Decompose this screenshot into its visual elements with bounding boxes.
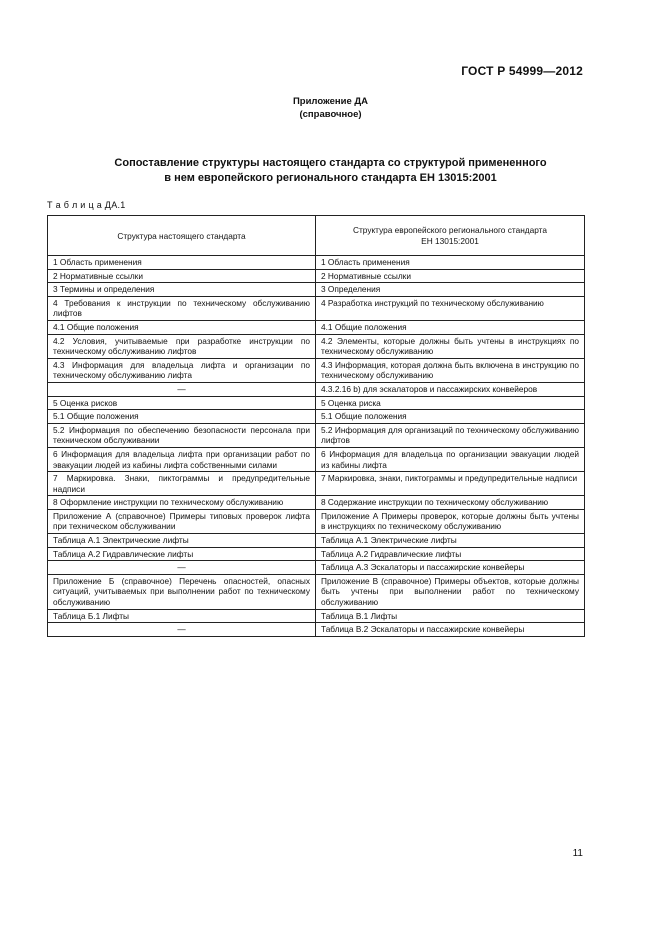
column-header-european-line-1: Структура европейского регионального стандарта [353,225,547,236]
table-row [48,509,585,533]
table-row [48,547,585,561]
standard-id: ГОСТ Р 54999—2012 [461,64,583,78]
table-row [48,358,585,382]
table-row [48,447,585,471]
cell-national-structure: 7 Маркировка. Знаки, пиктограммы и предупредительные надписи [48,472,316,496]
cell-european-structure: 4.2 Элементы, которые должны быть учтены в инструкциях по техническому обслуживанию [316,334,585,358]
cell-european-structure: 3 Определения [316,283,585,297]
cell-european-structure: Приложение А Примеры проверок, которые должны быть учтены в инструкциях по техническому обслуживанию [316,509,585,533]
cell-european-structure: 7 Маркировка, знаки, пиктограммы и предупредительные надписи [316,472,585,496]
annex-title: Приложение ДА [292,96,369,107]
cell-national-structure: — [48,561,316,575]
cell-european-structure: 2 Нормативные ссылки [316,269,585,283]
cell-national-structure: Таблица А.1 Электрические лифты [48,534,316,548]
cell-national-structure: Приложение Б (справочное) Перечень опасностей, опасных ситуаций, учитываемых при выполнении работ по техническому обслуживанию [48,574,316,609]
cell-national-structure: 4.3 Информация для владельца лифта и организации по техническому обслуживанию лифта [48,358,316,382]
cell-national-structure: Приложение А (справочное) Примеры типовых проверок лифта при техническом обслуживании [48,509,316,533]
comparison-table [47,215,585,637]
cell-national-structure: 8 Оформление инструкции по техническому обслуживанию [48,496,316,510]
table-row [48,256,585,270]
cell-european-structure: 5.1 Общие положения [316,410,585,424]
cell-european-structure: Таблица В.1 Лифты [316,609,585,623]
table-header-row [48,216,585,256]
cell-european-structure: Таблица А.1 Электрические лифты [316,534,585,548]
cell-national-structure: 4.1 Общие положения [48,320,316,334]
cell-european-structure: Таблица В.2 Эскалаторы и пассажирские конвейеры [316,623,585,637]
table-row [48,609,585,623]
table-row [48,561,585,575]
cell-national-structure: 1 Область применения [48,256,316,270]
table-row [48,410,585,424]
cell-national-structure: Таблица Б.1 Лифты [48,609,316,623]
column-header-national: Структура настоящего стандарта [48,216,316,256]
cell-national-structure: — [48,382,316,396]
cell-national-structure: 3 Термины и определения [48,283,316,297]
table-row [48,574,585,609]
cell-european-structure: Таблица А.3 Эскалаторы и пассажирские конвейеры [316,561,585,575]
cell-european-structure: Таблица А.2 Гидравлические лифты [316,547,585,561]
table-row [48,296,585,320]
cell-national-structure: 6 Информация для владельца лифта при организации работ по эвакуации людей из кабины лифта собственными силами [48,447,316,471]
column-header-european-line-2: ЕН 13015:2001 [421,236,479,246]
table-row [48,334,585,358]
cell-national-structure: Таблица А.2 Гидравлические лифты [48,547,316,561]
cell-european-structure: 4.3 Информация, которая должна быть включена в инструкцию по техническому обслуживанию [316,358,585,382]
cell-european-structure: 8 Содержание инструкции по техническому обслуживанию [316,496,585,510]
table-row [48,623,585,637]
title-line-1: Сопоставление структуры настоящего стандарта со структурой примененного [114,157,547,169]
cell-national-structure: 5 Оценка рисков [48,396,316,410]
cell-european-structure: 5 Оценка риска [316,396,585,410]
cell-european-structure: 4.3.2.16 b) для эскалаторов и пассажирских конвейеров [316,382,585,396]
annex-subtitle: (справочное) [299,109,362,120]
table-row [48,396,585,410]
table-row [48,283,585,297]
table-row [48,382,585,396]
table-label: Т а б л и ц а ДА.1 [47,200,126,210]
table-row [48,320,585,334]
cell-european-structure: 4.1 Общие положения [316,320,585,334]
table-row [48,496,585,510]
cell-national-structure: 4 Требования к инструкции по техническому обслуживанию лифтов [48,296,316,320]
table-row [48,269,585,283]
cell-european-structure: 6 Информация для владельца по организации эвакуации людей из кабины лифта [316,447,585,471]
cell-national-structure: 5.2 Информация по обеспечению безопасности персонала при техническом обслуживании [48,423,316,447]
document-title [60,156,601,186]
cell-european-structure: Приложение В (справочное) Примеры объектов, которые должны быть учтены при выполнении работ по техническому обслуживанию [316,574,585,609]
table-row [48,534,585,548]
table-row [48,472,585,496]
cell-national-structure: 2 Нормативные ссылки [48,269,316,283]
table-row [48,423,585,447]
annex-heading [0,95,661,121]
cell-national-structure: 4.2 Условия, учитываемые при разработке инструкции по техническому обслуживанию лифтов [48,334,316,358]
cell-national-structure: — [48,623,316,637]
cell-european-structure: 4 Разработка инструкций по техническому обслуживанию [316,296,585,320]
cell-national-structure: 5.1 Общие положения [48,410,316,424]
title-line-2: в нем европейского регионального стандарта ЕН 13015:2001 [164,172,497,184]
table-body [48,256,585,637]
column-header-european [316,216,585,256]
cell-european-structure: 1 Область применения [316,256,585,270]
cell-european-structure: 5.2 Информация для организаций по техническому обслуживанию лифтов [316,423,585,447]
page-number: 11 [572,848,583,859]
